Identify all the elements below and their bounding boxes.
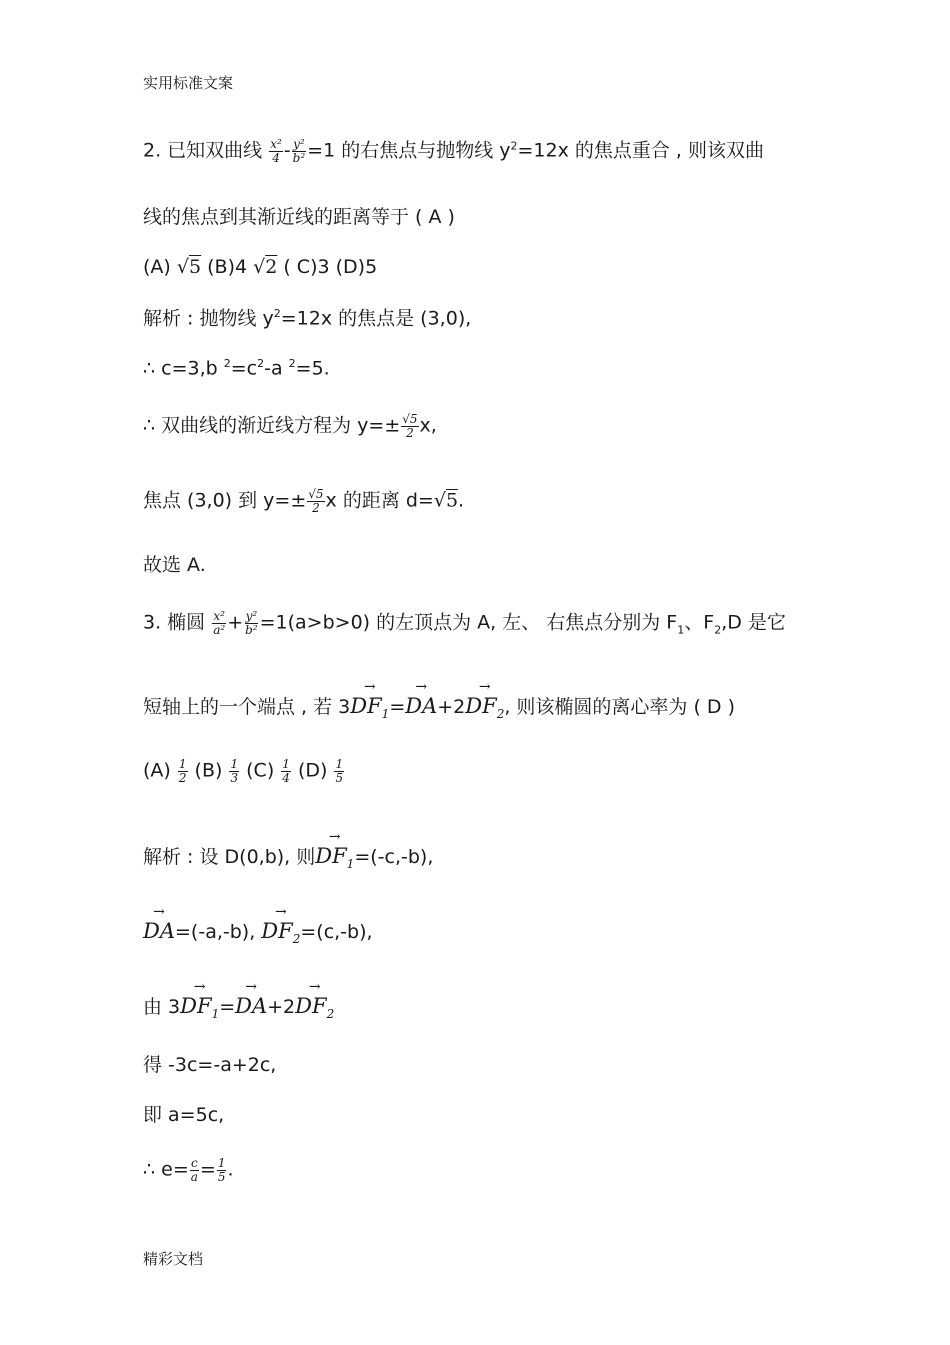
vector-da: → DA	[405, 690, 437, 717]
q3-solution-5: 即 a=5c,	[143, 1104, 225, 1126]
fraction: $\frac{1}{5}$	[217, 1156, 226, 1184]
vector-da: → DA	[235, 990, 267, 1017]
vector-df2: → $DF_2$	[465, 690, 504, 720]
q3-options: (A) $\frac{1}{2}$ (B) $\frac{1}{3}$ (C) $\frac{1}{4}$ (D) $\frac{1}{5}$	[143, 757, 344, 785]
q2-solution-2: ∴ c=3,b $^2=c^2-a$ $^2$=5.	[143, 357, 330, 380]
vector-df2: → $DF_2$	[295, 990, 334, 1020]
fraction: $\frac{1}{2}$	[178, 757, 187, 785]
q3-line1: 3. 椭圆 $\frac{\text{x²}}{\text{a²}}$ + $\frac{\text{y²}}{\text{b²}}$ =1(a>b>0) 的左顶点为 A, 左、 右焦点分别为 $F_1$、$F_2,D$ 是它	[143, 609, 786, 637]
fraction: $\frac{√5}{2}$	[308, 487, 324, 515]
sqrt: √5	[433, 489, 459, 512]
q2-solution-1: 解析 : 抛物线 $y^2=12x$ 的焦点是 (3,0),	[143, 307, 472, 330]
q2-text: 2. 已知双曲线	[143, 139, 269, 162]
q3-solution-3: 由 $3\to DF_1=\to DA+2\to DF_2$	[143, 990, 334, 1020]
q3-solution-1: 解析 : 设 D(0,b), 则→ $DF_1=(-c,-b)$,	[143, 840, 433, 870]
q2-solution-3: ∴ 双曲线的渐近线方程为 y=± $\frac{√5}{2}$ x,	[143, 412, 437, 440]
sqrt: √5	[176, 256, 202, 278]
fraction: $\frac{1}{4}$	[282, 757, 290, 785]
fraction: $\frac{c}{a}$	[190, 1156, 198, 1184]
q3-solution-4: 得 -3c=-a+2c,	[143, 1054, 277, 1076]
fraction: $\frac{1}{5}$	[335, 757, 344, 785]
q2-line1: 2. 已知双曲线 $\frac{\text{x²}}{4}$ - $\frac{\text{y²}}{\text{b²}}$ =1 的右焦点与抛物线 $y^2=12x$ 的焦点重合 , 则该双曲	[143, 137, 764, 165]
vector-da: → DA	[143, 915, 175, 942]
fraction: $\frac{\text{y²}}{\text{b²}}$	[292, 137, 306, 165]
sqrt: √2	[253, 256, 278, 278]
fraction: $\frac{1}{3}$	[230, 757, 239, 785]
fraction: $\frac{√5}{2}$	[402, 412, 418, 440]
fraction: $\frac{\text{x²}}{4}$	[270, 137, 282, 165]
q3-line2: 短轴上的一个端点 , 若 $3\to DF_1=\to DA+2\to DF_2$, 则该椭圆的离心率为 ( D )	[143, 690, 735, 720]
vector-df2: → $DF_2$	[261, 915, 300, 945]
page-footer: 精彩文档	[143, 1250, 204, 1268]
vector-df1: → $DF_1$	[180, 990, 219, 1020]
vector-df1: → $DF_1$	[350, 690, 389, 720]
page-header: 实用标准文案	[143, 74, 234, 92]
q3-solution-2: → DA=(-a,-b), → $DF_2=(c,-b)$,	[143, 915, 373, 945]
q2-line2: 线的焦点到其渐近线的距离等于 ( A )	[143, 206, 455, 228]
q2-answer: 故选 A.	[143, 554, 206, 576]
q3-solution-6: ∴ e= $\frac{c}{a}$ = $\frac{1}{5}$ .	[143, 1156, 234, 1184]
fraction: $\frac{\text{y²}}{\text{b²}}$	[245, 609, 258, 637]
vector-df1: → $DF_1$	[315, 840, 354, 870]
q2-options: (A) √5 (B)4 √2 ( C)3 (D)5	[143, 256, 378, 278]
q2-solution-4: 焦点 (3,0) 到 y=± $\frac{√5}{2}$ x 的距离 d=√5.	[143, 487, 465, 515]
fraction: $\frac{\text{x²}}{\text{a²}}$	[213, 609, 226, 637]
